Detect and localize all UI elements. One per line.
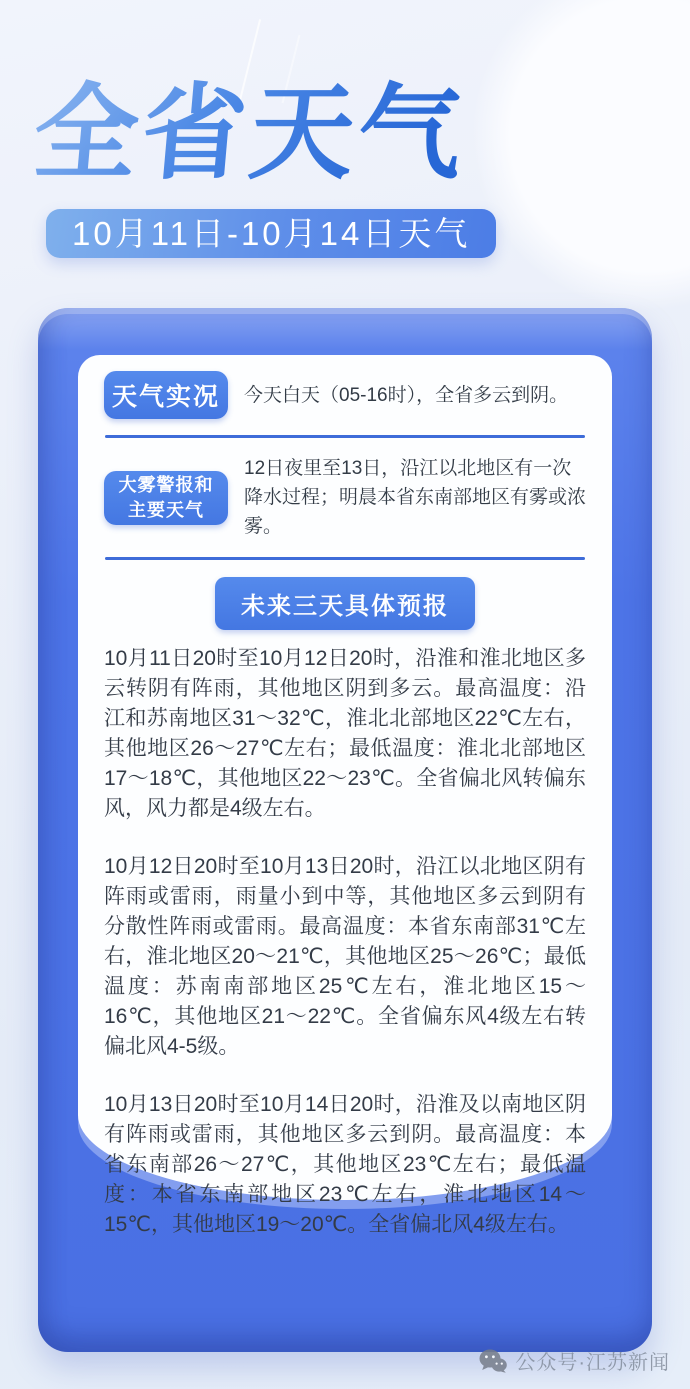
forecast-day1-paragraph: 10月11日20时至10月12日20时，沿淮和淮北地区多云转阴有阵雨，其他地区阴到多云。最高温度：沿江和苏南地区31～32℃，淮北北部地区22℃左右，其他地区26～27℃左右；最低温度：淮北北部地区17～18℃，其他地区22～23℃。全省偏北风转偏东风，风力都是4级左右。 (104, 647, 586, 820)
fog-warning-badge (104, 471, 228, 525)
fog-warning-row (104, 454, 586, 541)
page-title: 全省天气 (29, 72, 472, 197)
fog-warning-badge-line2: 主要天气 (128, 499, 204, 520)
forecast-section-header: 未来三天具体预报 (215, 577, 475, 630)
fog-warning-text: 12日夜里至13日，沿江以北地区有一次降水过程；明晨本省东南部地区有雾或浓雾。 (244, 458, 587, 537)
live-weather-badge-label: 天气实况 (111, 383, 220, 411)
live-weather-badge (104, 371, 228, 419)
source-credit-text: 公众号·江苏新闻 (515, 1352, 670, 1374)
weather-card (38, 308, 652, 1352)
fog-warning-badge-line1: 大雾警报和 (118, 475, 214, 496)
forecast-day3-paragraph: 10月13日20时至10月14日20时，沿淮及以南地区阴有阵雨或雷雨，其他地区多云到阴。最高温度：本省东南部26～27℃，其他地区23℃左右；最低温度：本省东南部地区23℃左右，淮北地区14～15℃，其他地区19～20℃。全省偏北风4级左右。 (104, 1093, 586, 1236)
section-divider (105, 557, 585, 560)
live-weather-text: 今天白天（05-16时），全省多云到阴。 (244, 384, 569, 406)
wechat-icon (479, 1349, 507, 1373)
card-content (78, 355, 612, 1236)
forecast-day2-paragraph: 10月12日20时至10月13日20时，沿江以北地区阴有阵雨或雷雨，雨量小到中等，其他地区多云到阴有分散性阵雨或雷雨。最高温度：本省东南部31℃左右，淮北地区20～21℃，其他地区25～26℃；最低温度：苏南南部地区25℃左右，淮北地区15～16℃，其他地区21～22℃。全省偏东风4级左右转偏北风4-5级。 (104, 855, 586, 1058)
source-credit (479, 1346, 670, 1375)
live-weather-row (104, 371, 586, 419)
decorative-circle (472, 0, 690, 310)
section-divider (105, 435, 585, 438)
forecast-body (104, 644, 586, 1240)
date-range-banner: 10月11日-10月14日天气 (46, 209, 496, 258)
